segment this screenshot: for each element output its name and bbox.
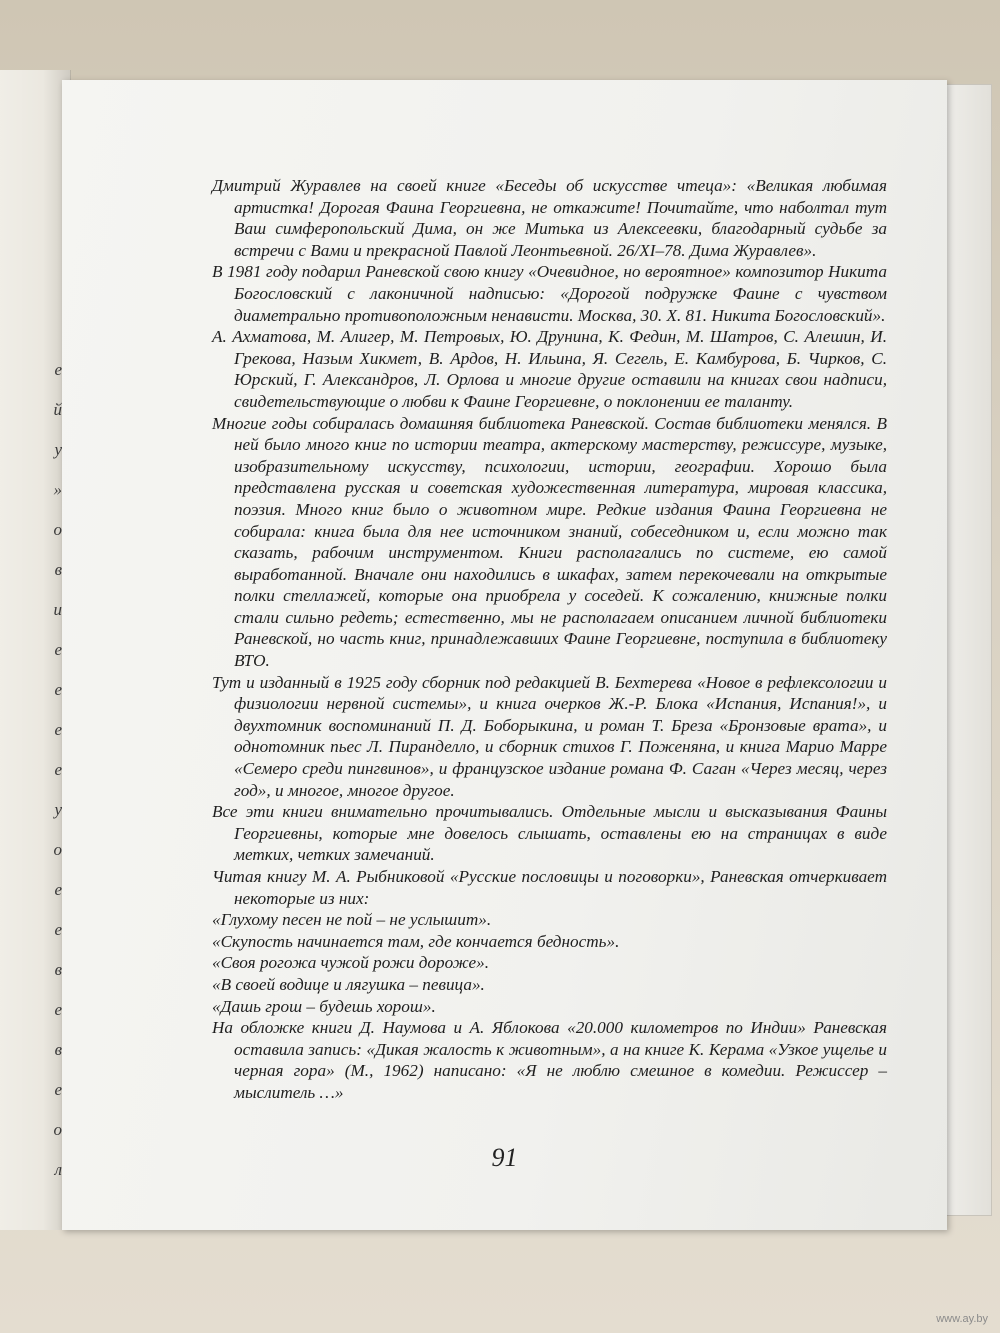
- left-page-fragment: в: [54, 960, 62, 979]
- left-page-fragment: е: [54, 640, 62, 659]
- left-page-fragment: о: [53, 1120, 62, 1139]
- proverb-1: «Глухому песен не пой – не услышит».: [212, 910, 492, 930]
- left-page-fragment: »: [53, 480, 62, 499]
- left-page-fragment: л: [54, 1160, 62, 1179]
- left-page-fragment: е: [54, 360, 62, 379]
- paragraph-bogoslovsky: В 1981 году подарил Раневской свою книгу «Очевидное, но вероятное» композитор Никита Богословский с лаконичной надписью: «Дорогой подружке Фаине с чувством диаметрально противоположным ненависти. Москва, 30. X. 81. Никита Богословский».: [212, 262, 887, 325]
- left-page-fragment: и: [53, 600, 62, 619]
- page-number: 91: [491, 1143, 518, 1172]
- proverb-2: «Скупость начинается там, где кончается бедность».: [212, 931, 620, 951]
- left-page-fragment: в: [54, 1040, 62, 1059]
- paragraph-library: Многие годы собиралась домашняя библиотека Раневской. Состав библиотеки менялся. В ней было много книг по истории театра, актерскому мастерству, режиссуре, музыке, изобразительному искусству, психологии, истории, географии. Хорошо была представлена русская и советская художественная литература, мировая классика, поэзия. Много книг было о животном мире. Редкие издания Фаина Георгиевна не собирала: книга была для нее источником знаний, собеседником и, если можно так сказать, рабочим инструментом. Книги располагались по системе, ею самой выработанной. Вначале они находились в шкафах, затем перекочевали на открытые полки стеллажей, которые она приобрела у соседей. К сожалению, книжные полки стали сильно редеть; естественно, мы не располагаем описанием личной библиотеки Раневской, но часть книг, принадлежавших Фаине Георгиевне, поступила в библиотеку ВТО.: [212, 413, 887, 671]
- proverb-5: «Дашь грош – будешь хорош».: [212, 996, 436, 1016]
- left-page-fragment: е: [54, 920, 62, 939]
- left-page-fragment: е: [54, 680, 62, 699]
- left-page-fragment: й: [53, 400, 62, 419]
- proverb-4: «В своей водице и лягушка – певица».: [212, 974, 485, 994]
- left-page-fragment: е: [54, 720, 62, 739]
- paragraph-covers: На обложке книги Д. Наумова и А. Яблокова «20.000 километров по Индии» Раневская оставила запись: «Дикая жалость к животным», а на книге К. Керама «Узкое ущелье и черная гора» (М., 1962) написано: «Я не люблю смешное в комедии. Режиссер – мыслитель …»: [212, 1018, 887, 1102]
- left-page-fragment: у: [54, 800, 62, 819]
- book-page: [62, 80, 947, 1230]
- left-page-fragment: у: [54, 440, 62, 459]
- left-page-fragment: в: [54, 560, 62, 579]
- left-page-edge: [0, 70, 71, 1230]
- paragraph-notes: Все эти книги внимательно прочитывались. Отдельные мысли и высказывания Фаины Георгиевны, которые мне довелось слышать, оставлены ею на страницах в виде метких, четких замечаний.: [212, 802, 887, 865]
- page-body: [212, 175, 887, 1104]
- paragraph-books-list: Тут и изданный в 1925 году сборник под редакцией В. Бехтерева «Новое в рефлексологии и физиологии нервной системы», и книга очерков Ж.-Р. Блока «Испания, Испания!», и двухтомник воспоминаний П. Д. Боборыкина, и роман Т. Бреза «Бронзовые врата», и однотомник пьес Л. Пиранделло, и сборник стихов Г. Поженяна, и книга Марио Марре «Семеро среди пингвинов», и французское издание романа Ф. Саган «Через месяц, через год», и многое, многое другое.: [212, 672, 887, 800]
- paragraph-proverbs-intro: Читая книгу М. А. Рыбниковой «Русские пословицы и поговорки», Раневская отчеркивает некоторые из них:: [212, 867, 887, 908]
- left-page-fragment: е: [54, 880, 62, 899]
- paragraph-zhuravlev: Дмитрий Журавлев на своей книге «Беседы об искусстве чтеца»: «Великая любимая артистка! Дорогая Фаина Георгиевна, не откажите! Почитайте, что наболтал тут Ваш симферопольский Дима, он же Митька из Алексеевки, благодарный судьбе за встречи с Вами и прекрасной Павлой Леонтьевной. 26/XI–78. Дима Журавлев».: [212, 176, 887, 260]
- watermark: www.ay.by: [936, 1313, 988, 1325]
- left-page-fragment: о: [53, 840, 62, 859]
- left-page-fragment: е: [54, 1080, 62, 1099]
- left-page-fragment: е: [54, 1000, 62, 1019]
- left-page-fragment: е: [54, 760, 62, 779]
- left-page-fragment: о: [53, 520, 62, 539]
- paragraph-inscriptions: А. Ахматова, М. Алигер, М. Петровых, Ю. Друнина, К. Федин, М. Шатров, С. Алешин, И. Грекова, Назым Хикмет, В. Ардов, Н. Ильина, Я. Сегель, Е. Камбурова, Б. Чирков, С. Юрский, Г. Александров, Л. Орлова и многие другие оставили на книгах свои надписи, свидетельствующие о любви к Фаине Георгиевне, о поклонении ее таланту.: [212, 327, 887, 411]
- proverb-3: «Своя рогожа чужой рожи дороже».: [212, 953, 490, 973]
